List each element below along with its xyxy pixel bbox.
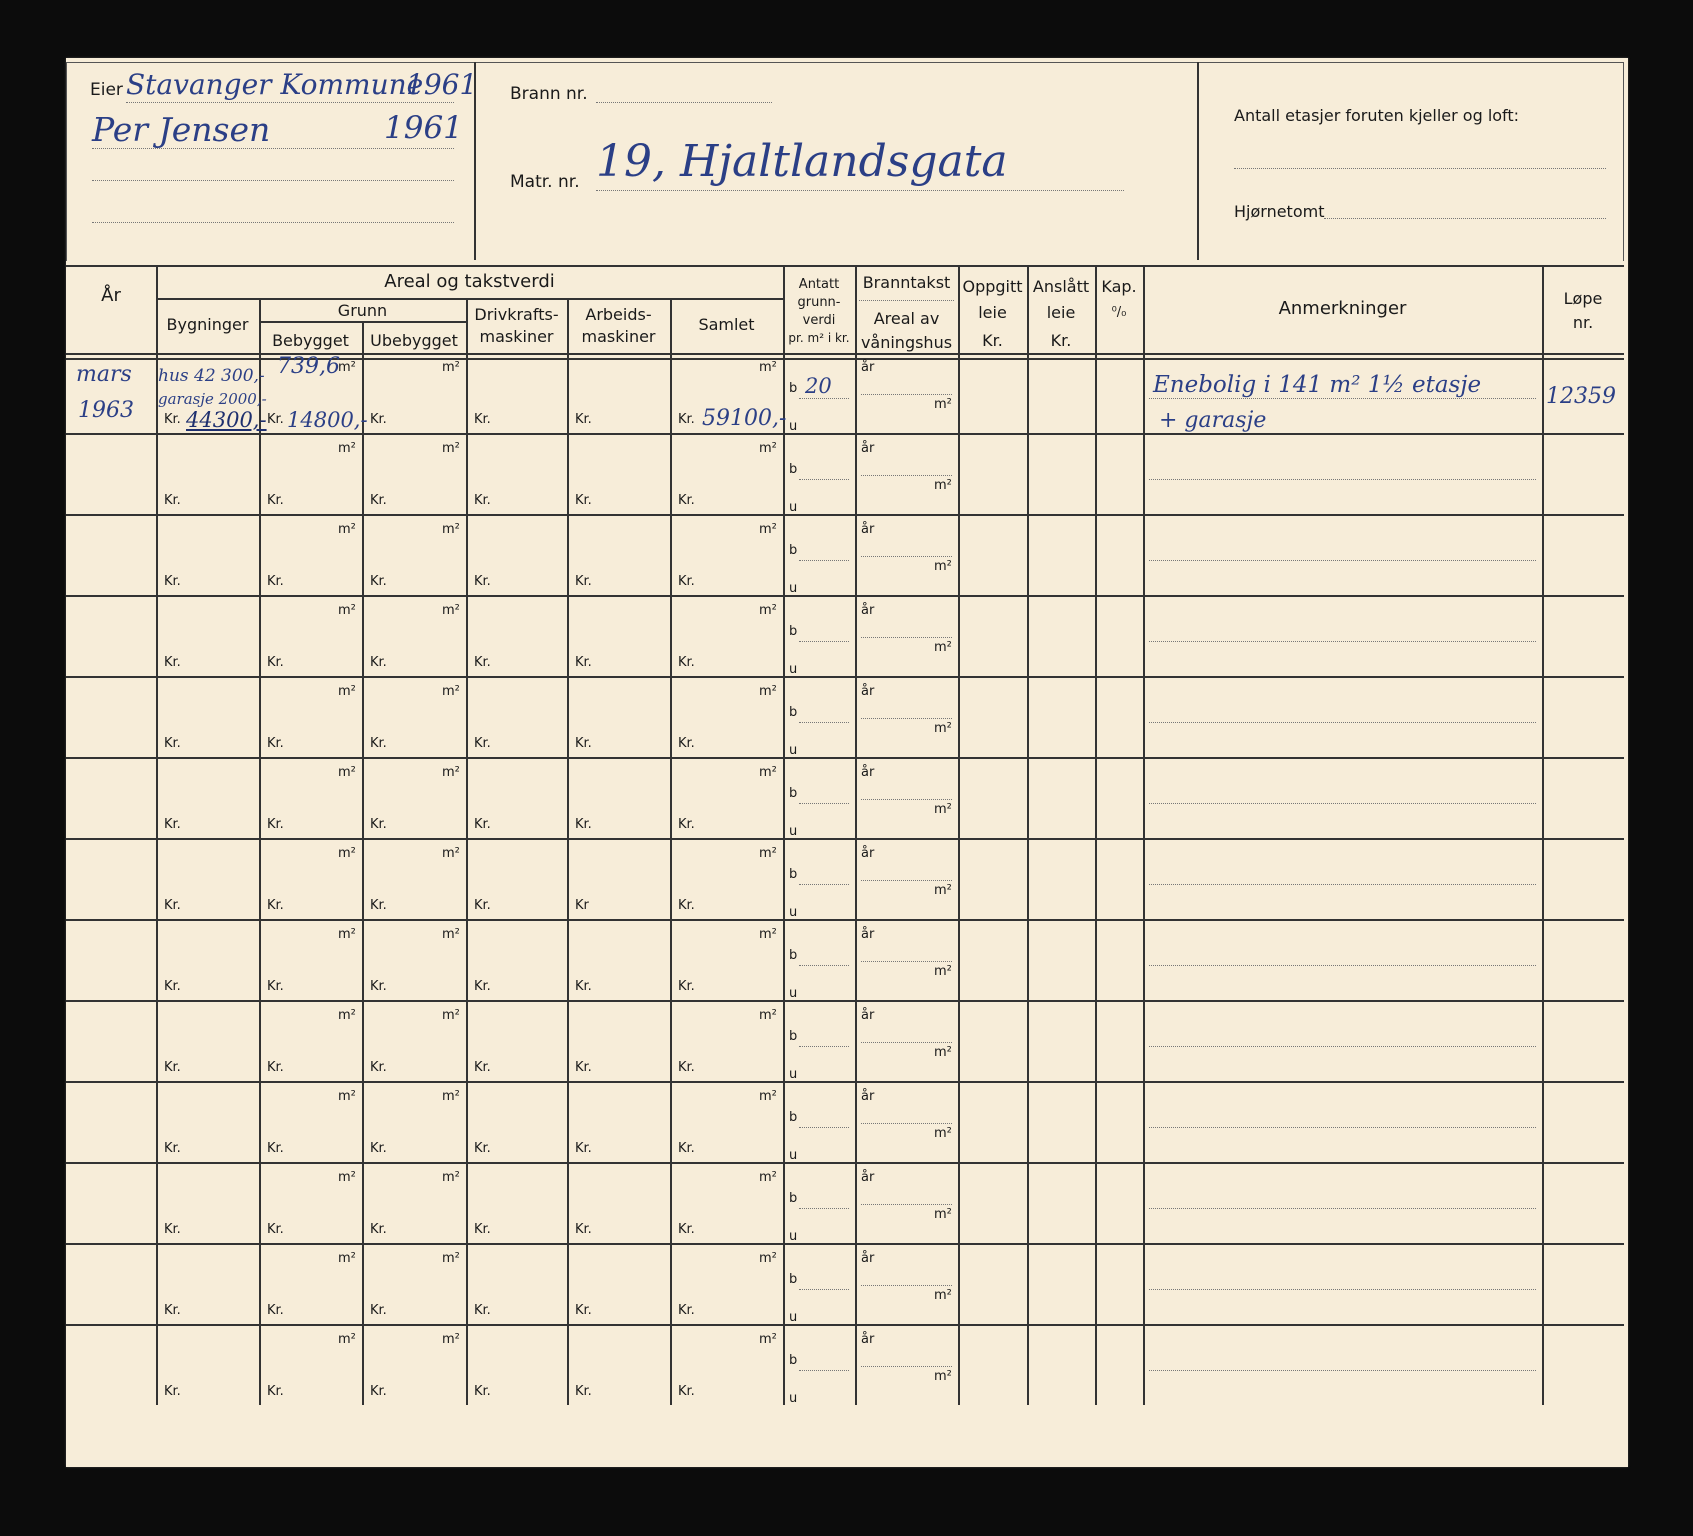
kr-label: Kr. xyxy=(267,1141,284,1156)
branntakst-row-divider xyxy=(861,1042,952,1043)
kr-label: Kr. xyxy=(370,1222,387,1237)
m2-label: m² xyxy=(442,360,460,375)
kr-label: Kr. xyxy=(267,574,284,589)
kr-label: Kr. xyxy=(575,817,592,832)
kr-label: Kr. xyxy=(267,493,284,508)
ar-label: år xyxy=(861,1332,875,1347)
m2-label: m² xyxy=(442,1332,460,1347)
m2-label: m² xyxy=(934,1288,952,1303)
kr-label: Kr. xyxy=(164,493,181,508)
antatt-divider xyxy=(799,560,849,561)
antatt-divider xyxy=(799,965,849,966)
kr-label: Kr. xyxy=(164,736,181,751)
column-line xyxy=(1027,265,1029,1405)
kr-label: Kr. xyxy=(370,493,387,508)
row-separator xyxy=(66,757,1624,759)
branntakst-row-divider xyxy=(861,394,952,395)
antatt-divider xyxy=(799,1046,849,1047)
kr-label: Kr. xyxy=(474,1303,491,1318)
entry-bygninger-hus: hus 42 300,- xyxy=(158,366,265,386)
antatt-b-label: b xyxy=(789,1353,798,1368)
column-line xyxy=(567,298,569,1405)
antatt-b-label: b xyxy=(789,624,798,639)
kr-label: Kr. xyxy=(575,1384,592,1399)
kr-label: Kr. xyxy=(164,412,181,427)
m2-label: m² xyxy=(759,1170,777,1185)
antatt-divider xyxy=(799,398,849,399)
ar-label: år xyxy=(861,846,875,861)
entry-ar-year: 1963 xyxy=(78,398,134,423)
m2-label: m² xyxy=(442,603,460,618)
antatt-divider xyxy=(799,803,849,804)
row-separator xyxy=(66,838,1624,840)
kr-label: Kr. xyxy=(164,1384,181,1399)
kr-label: Kr. xyxy=(678,1303,695,1318)
column-line xyxy=(466,298,468,1405)
antatt-b-label: b xyxy=(789,948,798,963)
m2-label: m² xyxy=(934,883,952,898)
eier-owner-1: Stavanger Kommune xyxy=(126,68,424,101)
kr-label: Kr. xyxy=(474,898,491,913)
kr-label: Kr. xyxy=(575,979,592,994)
branntakst-row-divider xyxy=(861,961,952,962)
column-line xyxy=(855,265,857,1405)
anmerkning-line xyxy=(1149,1289,1536,1290)
kr-label: Kr. xyxy=(370,898,387,913)
kr-label: Kr. xyxy=(267,655,284,670)
col-header-drivkrafts: Drivkrafts- xyxy=(474,305,559,324)
entry-bygninger-garasje: garasje 2000,- xyxy=(158,390,267,408)
kr-label: Kr. xyxy=(164,1141,181,1156)
branntakst-row-divider xyxy=(861,475,952,476)
entry-antatt-b: 20 xyxy=(805,374,832,398)
ar-label: år xyxy=(861,441,875,456)
m2-label: m² xyxy=(759,1251,777,1266)
m2-label: m² xyxy=(338,684,356,699)
antatt-u-label: u xyxy=(789,1148,798,1163)
m2-label: m² xyxy=(759,441,777,456)
anmerkning-line xyxy=(1149,722,1536,723)
ar-label: år xyxy=(861,1089,875,1104)
kr-label: Kr. xyxy=(678,1222,695,1237)
etasjer-label: Antall etasjer foruten kjeller og loft: xyxy=(1234,106,1520,125)
branntakst-row-divider xyxy=(861,637,952,638)
m2-label: m² xyxy=(338,1089,356,1104)
col-header-arbeids-2: maskiner xyxy=(581,327,656,346)
kr-label: Kr. xyxy=(164,574,181,589)
antatt-divider xyxy=(799,479,849,480)
kr-label: Kr. xyxy=(370,655,387,670)
kr-label: Kr. xyxy=(474,979,491,994)
kr-label: Kr. xyxy=(575,1141,592,1156)
m2-label: m² xyxy=(759,360,777,375)
kr-label: Kr. xyxy=(474,1384,491,1399)
col-header-branntakst: Branntakst xyxy=(862,273,951,292)
m2-label: m² xyxy=(759,522,777,537)
m2-label: m² xyxy=(338,846,356,861)
col-header-lope: Løpe xyxy=(1563,289,1603,308)
col-header-kap-percent: ⁰/₀ xyxy=(1111,305,1127,320)
ar-label: år xyxy=(861,522,875,537)
kr-label: Kr. xyxy=(678,1384,695,1399)
col-header-antatt-1: Antatt xyxy=(798,277,840,292)
kr-label: Kr. xyxy=(474,412,491,427)
eier-line-4 xyxy=(92,222,454,223)
m2-label: m² xyxy=(338,1251,356,1266)
kr-label: Kr. xyxy=(474,736,491,751)
row-separator xyxy=(66,1324,1624,1326)
branntakst-row-divider xyxy=(861,1366,952,1367)
kr-label: Kr. xyxy=(678,898,695,913)
antatt-b-label: b xyxy=(789,543,798,558)
etasjer-line xyxy=(1234,168,1606,169)
row-separator xyxy=(66,514,1624,516)
entry-samlet-kr: 59100,- xyxy=(702,406,787,431)
col-header-bebygget: Bebygget xyxy=(272,331,349,350)
column-line xyxy=(1095,265,1097,1405)
antatt-u-label: u xyxy=(789,1391,798,1406)
col-header-anslatt: Anslått xyxy=(1032,277,1090,296)
anmerkning-line xyxy=(1149,965,1536,966)
kr-label: Kr. xyxy=(164,898,181,913)
m2-label: m² xyxy=(442,1089,460,1104)
m2-label: m² xyxy=(759,1008,777,1023)
antatt-u-label: u xyxy=(789,1229,798,1244)
col-header-drivkrafts-2: maskiner xyxy=(479,327,554,346)
antatt-divider xyxy=(799,1127,849,1128)
antatt-divider xyxy=(799,641,849,642)
antatt-u-label: u xyxy=(789,500,798,515)
ar-label: år xyxy=(861,1170,875,1185)
ar-label: år xyxy=(861,360,875,375)
col-header-antatt-2: grunn- xyxy=(797,295,841,310)
matr-label: Matr. nr. xyxy=(510,172,580,192)
antatt-b-label: b xyxy=(789,1272,798,1287)
col-header-ar: År xyxy=(101,285,121,306)
m2-label: m² xyxy=(934,802,952,817)
m2-label: m² xyxy=(442,765,460,780)
kr-label: Kr. xyxy=(474,655,491,670)
kr-label: Kr. xyxy=(575,412,592,427)
kr-label: Kr. xyxy=(678,493,695,508)
kr-label: Kr. xyxy=(267,1060,284,1075)
ar-label: år xyxy=(861,765,875,780)
kr-label: Kr. xyxy=(575,736,592,751)
ar-label: år xyxy=(861,1251,875,1266)
column-line xyxy=(1143,265,1145,1405)
m2-label: m² xyxy=(338,1008,356,1023)
kr-label: Kr. xyxy=(474,493,491,508)
m2-label: m² xyxy=(442,846,460,861)
m2-label: m² xyxy=(934,478,952,493)
brann-label: Brann nr. xyxy=(510,84,588,104)
antatt-b-label: b xyxy=(789,1191,798,1206)
m2-label: m² xyxy=(759,927,777,942)
entry-bebygget-m2: 739,6 xyxy=(277,354,340,379)
ar-label: år xyxy=(861,684,875,699)
m2-label: m² xyxy=(934,640,952,655)
anmerkning-line xyxy=(1149,1208,1536,1209)
ar-label: år xyxy=(861,603,875,618)
antatt-b-label: b xyxy=(789,1029,798,1044)
kr-label: Kr. xyxy=(164,1060,181,1075)
kr-label: Kr. xyxy=(164,1222,181,1237)
kr-label: Kr. xyxy=(370,1141,387,1156)
antatt-b-label: b xyxy=(789,705,798,720)
m2-label: m² xyxy=(442,684,460,699)
kr-label: Kr. xyxy=(678,817,695,832)
col-header-areal-av: Areal av xyxy=(873,309,940,328)
anmerkning-line xyxy=(1149,1370,1536,1371)
col-header-bygninger: Bygninger xyxy=(166,315,249,334)
anmerkning-line xyxy=(1149,479,1536,480)
col-header-kap: Kap. xyxy=(1101,277,1137,296)
eier-owner-2: Per Jensen xyxy=(92,110,271,149)
m2-label: m² xyxy=(442,441,460,456)
kr-label: Kr. xyxy=(267,1222,284,1237)
anmerkning-line xyxy=(1149,884,1536,885)
entry-bebygget-kr: 14800,- xyxy=(287,408,368,432)
ar-label: år xyxy=(861,1008,875,1023)
kr-label: Kr. xyxy=(370,736,387,751)
col-header-anmerkninger: Anmerkninger xyxy=(1278,298,1407,319)
kr-label: Kr. xyxy=(474,1060,491,1075)
m2-label: m² xyxy=(759,1332,777,1347)
kr-label: Kr. xyxy=(575,1060,592,1075)
kr-label: Kr. xyxy=(575,1222,592,1237)
m2-label: m² xyxy=(442,522,460,537)
m2-label: m² xyxy=(759,603,777,618)
kr-label: Kr. xyxy=(678,574,695,589)
antatt-u-label: u xyxy=(789,1310,798,1325)
col-header-anslatt-kr: Kr. xyxy=(1050,331,1072,350)
m2-label: m² xyxy=(442,927,460,942)
kr-label: Kr. xyxy=(474,574,491,589)
ar-label: år xyxy=(861,927,875,942)
matr-line xyxy=(596,190,1124,191)
m2-label: m² xyxy=(338,441,356,456)
antatt-b-label: b xyxy=(789,786,798,801)
antatt-b-label: b xyxy=(789,1110,798,1125)
col-header-lope-nr: nr. xyxy=(1572,313,1594,332)
property-card xyxy=(66,58,1628,1467)
m2-label: m² xyxy=(442,1008,460,1023)
branntakst-row-divider xyxy=(861,1123,952,1124)
col-header-vaningshus: våningshus xyxy=(860,333,953,352)
column-line xyxy=(670,298,672,1405)
m2-label: m² xyxy=(759,765,777,780)
col-header-samlet: Samlet xyxy=(698,315,755,334)
m2-label: m² xyxy=(759,1089,777,1104)
antatt-divider xyxy=(799,1289,849,1290)
column-line xyxy=(259,298,261,1405)
m2-label: m² xyxy=(934,1045,952,1060)
kr-label: Kr. xyxy=(267,979,284,994)
m2-label: m² xyxy=(338,927,356,942)
branntakst-row-divider xyxy=(861,556,952,557)
row-separator xyxy=(66,1162,1624,1164)
m2-label: m² xyxy=(338,603,356,618)
antatt-b-label: b xyxy=(789,867,798,882)
eier-line-2 xyxy=(92,148,454,149)
kr-label: Kr. xyxy=(164,817,181,832)
column-line xyxy=(958,265,960,1405)
kr-label: Kr. xyxy=(164,655,181,670)
row-separator xyxy=(66,1081,1624,1083)
column-line xyxy=(783,265,785,1405)
anmerkning-line xyxy=(1149,1127,1536,1128)
entry-anmerkning-2: + garasje xyxy=(1159,408,1267,433)
kr-label: Kr. xyxy=(474,817,491,832)
row-separator xyxy=(66,676,1624,678)
brann-line xyxy=(596,102,772,103)
col-header-oppgitt-kr: Kr. xyxy=(982,331,1003,350)
anmerkning-line xyxy=(1149,398,1536,399)
antatt-u-label: u xyxy=(789,1067,798,1082)
kr-label: Kr. xyxy=(267,412,284,427)
kr-label: Kr. xyxy=(164,1303,181,1318)
entry-anmerkning-1: Enebolig i 141 m² 1½ etasje xyxy=(1153,372,1482,398)
row-separator xyxy=(66,1243,1624,1245)
kr-label: Kr. xyxy=(267,1303,284,1318)
kr-label: Kr xyxy=(575,898,589,913)
eier-owner-2-year: 1961 xyxy=(384,110,463,146)
col-header-ubebygget: Ubebygget xyxy=(370,331,458,350)
branntakst-row-divider xyxy=(861,718,952,719)
kr-label: Kr. xyxy=(678,979,695,994)
kr-label: Kr. xyxy=(370,1060,387,1075)
entry-bygninger-total: 44300,- xyxy=(186,408,267,432)
m2-label: m² xyxy=(934,1207,952,1222)
kr-label: Kr. xyxy=(370,1303,387,1318)
kr-label: Kr. xyxy=(267,736,284,751)
kr-label: Kr. xyxy=(678,412,695,427)
kr-label: Kr. xyxy=(267,898,284,913)
eier-owner-1-year: 1961 xyxy=(406,68,478,101)
antatt-divider xyxy=(799,722,849,723)
entry-ar-month: mars xyxy=(76,362,132,387)
eier-line-3 xyxy=(92,180,454,181)
column-line xyxy=(156,265,158,1405)
kr-label: Kr. xyxy=(370,817,387,832)
kr-label: Kr. xyxy=(267,1384,284,1399)
hjornetomt-line xyxy=(1324,218,1606,219)
m2-label: m² xyxy=(934,397,952,412)
antatt-u-label: u xyxy=(789,581,798,596)
antatt-b-label: b xyxy=(789,462,798,477)
branntakst-row-divider xyxy=(861,1204,952,1205)
m2-label: m² xyxy=(759,846,777,861)
antatt-b-label: b xyxy=(789,381,798,396)
row-separator xyxy=(66,919,1624,921)
kr-label: Kr. xyxy=(474,1141,491,1156)
antatt-u-label: u xyxy=(789,743,798,758)
kr-label: Kr. xyxy=(267,817,284,832)
m2-label: m² xyxy=(934,964,952,979)
kr-label: Kr. xyxy=(678,1060,695,1075)
anmerkning-line xyxy=(1149,803,1536,804)
antatt-divider xyxy=(799,1370,849,1371)
row-separator xyxy=(66,1000,1624,1002)
col-header-oppgitt: Oppgitt xyxy=(962,277,1023,296)
antatt-u-label: u xyxy=(789,419,798,434)
m2-label: m² xyxy=(338,522,356,537)
col-header-oppgitt-leie: leie xyxy=(978,303,1007,322)
kr-label: Kr. xyxy=(575,1303,592,1318)
m2-label: m² xyxy=(934,721,952,736)
branntakst-row-divider xyxy=(861,880,952,881)
eier-label: Eier xyxy=(90,80,123,100)
m2-label: m² xyxy=(759,684,777,699)
row-separator xyxy=(66,595,1624,597)
kr-label: Kr. xyxy=(370,979,387,994)
m2-label: m² xyxy=(338,360,356,375)
kr-label: Kr. xyxy=(678,1141,695,1156)
antatt-u-label: u xyxy=(789,662,798,677)
col-header-antatt-3: verdi xyxy=(802,313,836,328)
m2-label: m² xyxy=(934,1126,952,1141)
eier-line-1 xyxy=(126,102,454,103)
kr-label: Kr. xyxy=(370,1384,387,1399)
kr-label: Kr. xyxy=(678,736,695,751)
antatt-divider xyxy=(799,1208,849,1209)
kr-label: Kr. xyxy=(370,574,387,589)
column-line xyxy=(1542,265,1544,1405)
anmerkning-line xyxy=(1149,641,1536,642)
anmerkning-line xyxy=(1149,560,1536,561)
branntakst-row-divider xyxy=(861,1285,952,1286)
matr-value: 19, Hjaltlandsgata xyxy=(596,136,1008,187)
col-header-antatt-4: pr. m² i kr. xyxy=(788,331,850,345)
areal-group-line xyxy=(156,298,783,300)
branntakst-row-divider xyxy=(861,799,952,800)
m2-label: m² xyxy=(442,1251,460,1266)
col-header-areal-og-takstverdi: Areal og takstverdi xyxy=(384,271,555,292)
kr-label: Kr. xyxy=(370,412,387,427)
hjornetomt-label: Hjørnetomt xyxy=(1234,202,1325,221)
kr-label: Kr. xyxy=(575,655,592,670)
antatt-u-label: u xyxy=(789,905,798,920)
m2-label: m² xyxy=(934,1369,952,1384)
row-separator xyxy=(66,433,1624,435)
branntakst-divider xyxy=(859,300,954,301)
anmerkning-line xyxy=(1149,1046,1536,1047)
kr-label: Kr. xyxy=(474,1222,491,1237)
kr-label: Kr. xyxy=(678,655,695,670)
antatt-u-label: u xyxy=(789,824,798,839)
kr-label: Kr. xyxy=(575,493,592,508)
m2-label: m² xyxy=(338,1332,356,1347)
m2-label: m² xyxy=(338,1170,356,1185)
m2-label: m² xyxy=(338,765,356,780)
kr-label: Kr. xyxy=(575,574,592,589)
col-header-grunn: Grunn xyxy=(337,301,388,320)
col-header-arbeids: Arbeids- xyxy=(585,305,652,324)
antatt-u-label: u xyxy=(789,986,798,1001)
entry-lope-nr: 12359 xyxy=(1546,384,1616,409)
antatt-divider xyxy=(799,884,849,885)
m2-label: m² xyxy=(442,1170,460,1185)
col-header-anslatt-leie: leie xyxy=(1046,303,1076,322)
m2-label: m² xyxy=(934,559,952,574)
table-top-line xyxy=(66,265,1624,267)
kr-label: Kr. xyxy=(164,979,181,994)
